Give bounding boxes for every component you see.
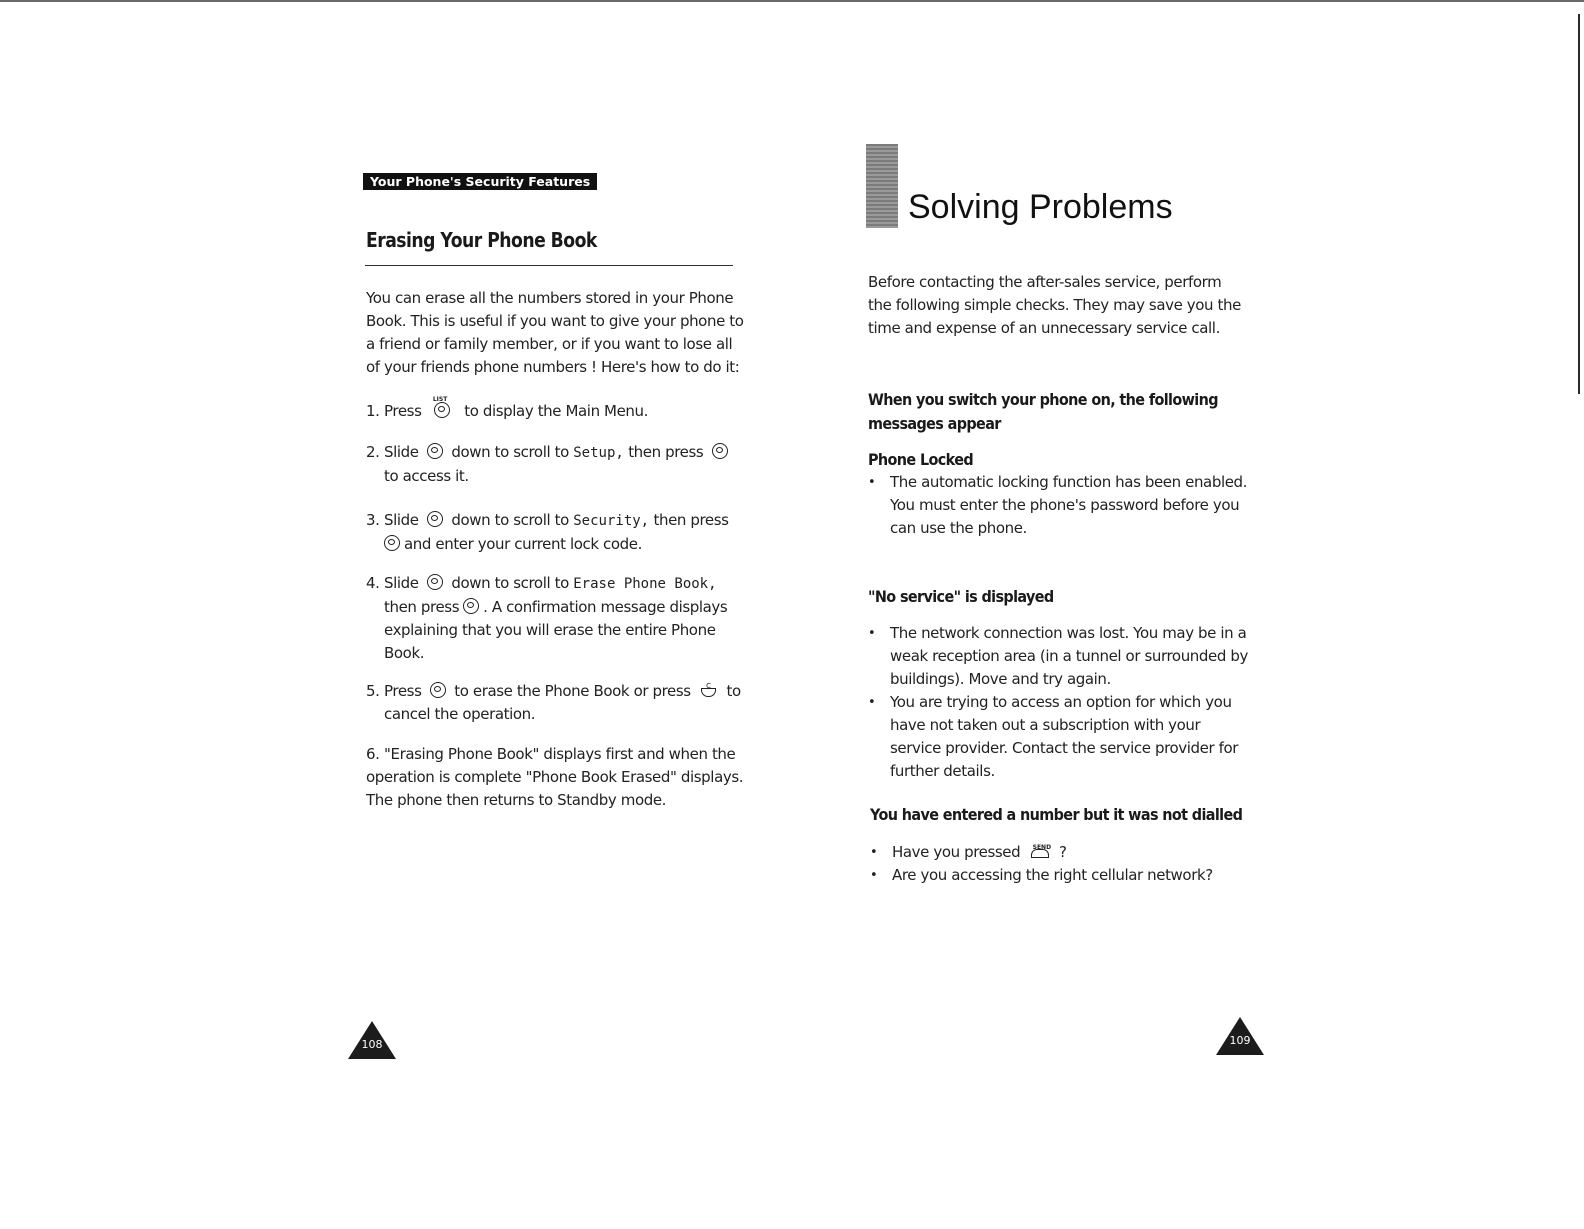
heading-no-service: "No service" is displayed — [868, 587, 1054, 606]
navigation-key-icon — [427, 443, 443, 459]
scan-edge-line — [1578, 14, 1580, 394]
page-number-marker — [1216, 1017, 1264, 1055]
step-6: 6. "Erasing Phone Book" displays first and when the operation is complete "Phone Book Erased" displays. The phone then returns to Standby mode. — [366, 745, 744, 809]
intro-paragraph: Before contacting the after-sales service, perform the following simple checks. They may save you the time and expense of an unnecessary service call. — [868, 273, 1241, 337]
clear-key-icon: C — [701, 685, 716, 697]
list-item: • Have you pressed SEND ? — [870, 841, 1250, 864]
navigation-key-icon — [427, 511, 443, 527]
page-title: Erasing Your Phone Book — [366, 228, 597, 252]
list-item: • You are trying to access an option for which you have not taken out a subscription with your service provider. Contact the service provider for further details. — [868, 691, 1248, 783]
send-key-icon: SEND — [1031, 846, 1049, 858]
list-item: • The automatic locking function has been enabled. You must enter the phone's password before you can use the phone. — [868, 471, 1248, 540]
section-tag: Your Phone's Security Features — [363, 173, 597, 190]
step-2: 2. Slide down to scroll to Setup, then press to access it. — [366, 441, 746, 488]
not-dialled-list — [870, 841, 1250, 887]
no-service-list — [868, 622, 1248, 783]
list-key-icon: LIST — [430, 400, 454, 423]
menu-name: Setup, — [573, 445, 624, 461]
select-key-icon — [384, 535, 400, 551]
step-5: 5. Press to erase the Phone Book or press C to cancel the operation. — [366, 682, 741, 723]
list-item: • The network connection was lost. You may be in a weak reception area (in a tunnel or surrounded by buildings). Move and try again. — [868, 622, 1248, 691]
heading-startup-messages: When you switch your phone on, the following messages appear — [868, 390, 1218, 433]
select-key-icon — [712, 443, 728, 459]
chapter-title: Solving Problems — [908, 188, 1173, 226]
phone-locked-list — [868, 471, 1248, 540]
select-key-icon — [463, 598, 479, 614]
page-number: 108 — [361, 1038, 383, 1051]
heading-phone-locked: Phone Locked — [868, 450, 974, 469]
menu-name: Security, — [573, 513, 650, 529]
intro-paragraph: You can erase all the numbers stored in your Phone Book. This is useful if you want to give your phone to a friend or family member, or if you want to lose all of your friends phone numbers ! Here's how to do it: — [366, 289, 744, 376]
step-number: 1. — [366, 402, 380, 420]
list-item: • Are you accessing the right cellular network? — [870, 864, 1250, 887]
heading-not-dialled: You have entered a number but it was not dialled — [870, 805, 1243, 824]
top-scan-rule — [0, 0, 1584, 2]
title-divider — [365, 265, 733, 266]
step-4: 4. Slide down to scroll to Erase Phone Book, then press . A confirmation message displays explaining that you will erase the entire Phone Book. — [366, 574, 728, 662]
select-key-icon — [430, 682, 446, 698]
page-number-marker — [348, 1021, 396, 1059]
menu-name: Erase Phone Book, — [573, 576, 717, 592]
step-1: 1. Press LIST to display the Main Menu. — [366, 400, 746, 423]
navigation-key-icon — [427, 574, 443, 590]
step-3: 3. Slide down to scroll to Security, then press and enter your current lock code. — [366, 511, 729, 553]
chapter-bar — [866, 144, 898, 228]
page-number: 109 — [1229, 1034, 1251, 1047]
